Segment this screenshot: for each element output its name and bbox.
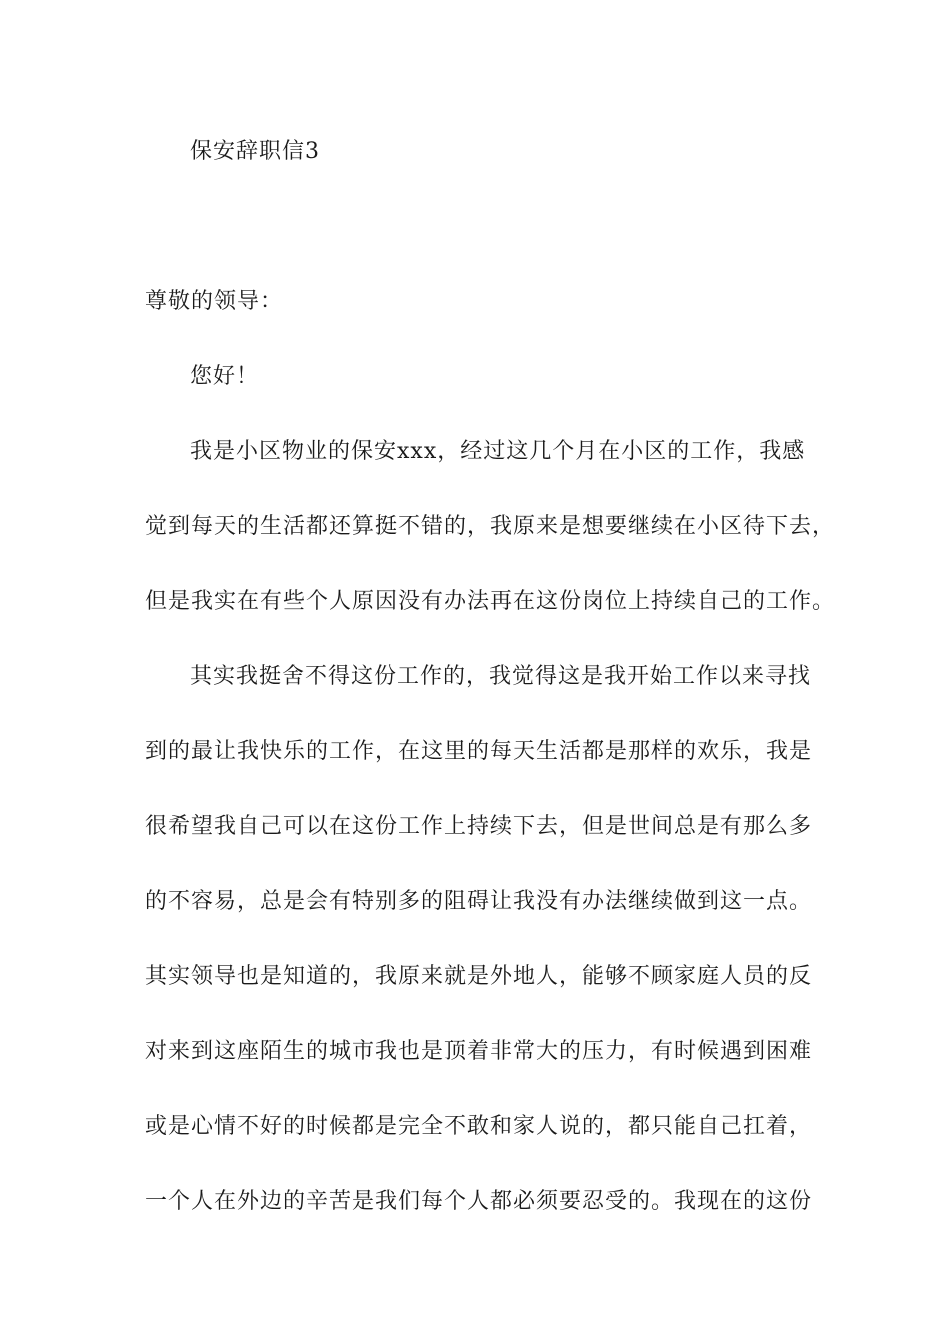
body-line: 其实我挺舍不得这份工作的，我觉得这是我开始工作以来寻找 [190,664,812,689]
body-line: 对来到这座陌生的城市我也是顶着非常大的压力，有时候遇到困难 [145,1039,813,1064]
body-line: 或是心情不好的时候都是完全不敢和家人说的，都只能自己扛着， [145,1114,813,1139]
body-line: 但是我实在有些个人原因没有办法再在这份岗位上持续自己的工作。 [145,589,836,614]
body-line: 我是小区物业的保安xxx，经过这几个月在小区的工作，我感 [190,439,806,464]
document-title: 保安辞职信3 [190,139,320,164]
body-line: 到的最让我快乐的工作，在这里的每天生活都是那样的欢乐，我是 [145,739,813,764]
salutation: 尊敬的领导： [145,289,284,314]
body-line: 很希望我自己可以在这份工作上持续下去，但是世间总是有那么多 [145,814,813,839]
body-line: 觉到每天的生活都还算挺不错的，我原来是想要继续在小区待下去， [145,514,836,539]
body-line: 的不容易，总是会有特别多的阻碍让我没有办法继续做到这一点。 [145,889,813,914]
body-line: 一个人在外边的辛苦是我们每个人都必须要忍受的。我现在的这份 [145,1189,813,1214]
greeting: 您好！ [190,364,260,389]
body-line: 其实领导也是知道的，我原来就是外地人，能够不顾家庭人员的反 [145,964,813,989]
